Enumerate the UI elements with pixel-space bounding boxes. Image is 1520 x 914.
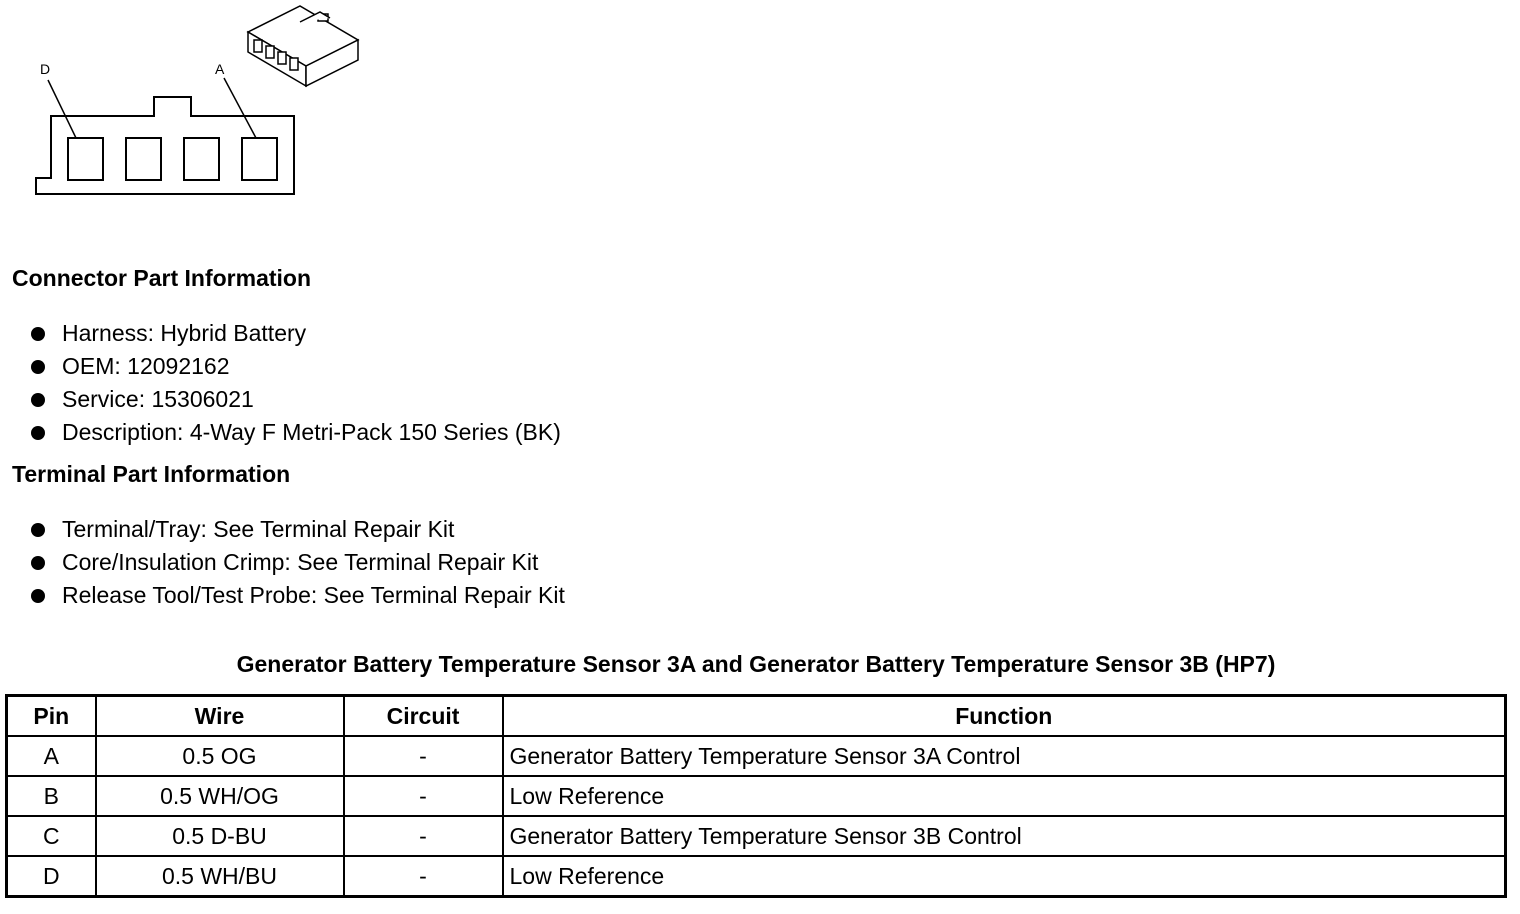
list-item: Harness: Hybrid Battery bbox=[28, 317, 561, 350]
cavity-d bbox=[68, 138, 103, 180]
cavity-a bbox=[242, 138, 277, 180]
table-row bbox=[7, 776, 1506, 816]
cavity-b bbox=[184, 138, 219, 180]
bullet-icon bbox=[31, 393, 45, 407]
cell-wire: 0.5 OG bbox=[96, 736, 344, 776]
bullet-icon bbox=[31, 523, 45, 537]
cell-function: Low Reference bbox=[503, 776, 1506, 816]
header-circuit: Circuit bbox=[344, 696, 503, 737]
table-row bbox=[7, 736, 1506, 776]
list-item: Release Tool/Test Probe: See Terminal Repair Kit bbox=[28, 579, 565, 612]
cell-function: Generator Battery Temperature Sensor 3B Control bbox=[503, 816, 1506, 856]
cell-wire: 0.5 D-BU bbox=[96, 816, 344, 856]
pinout-table-title: Generator Battery Temperature Sensor 3A and Generator Battery Temperature Sensor 3B (HP7) bbox=[236, 651, 1276, 677]
cell-circuit: - bbox=[344, 816, 503, 856]
cell-pin: C bbox=[7, 816, 96, 856]
table-row bbox=[7, 856, 1506, 897]
connector-part-info-heading: Connector Part Information bbox=[12, 265, 312, 291]
list-item: Service: 15306021 bbox=[28, 383, 561, 416]
terminal-part-info-heading: Terminal Part Information bbox=[12, 461, 291, 487]
connector-part-info-list bbox=[28, 317, 561, 449]
connector-diagram bbox=[0, 0, 380, 210]
list-item: OEM: 12092162 bbox=[28, 350, 561, 383]
cell-pin: A bbox=[7, 736, 96, 776]
bullet-icon bbox=[31, 360, 45, 374]
bullet-icon bbox=[31, 589, 45, 603]
cell-wire: 0.5 WH/OG bbox=[96, 776, 344, 816]
terminal-part-info-list bbox=[28, 513, 565, 612]
cell-circuit: - bbox=[344, 776, 503, 816]
cell-circuit: - bbox=[344, 736, 503, 776]
bullet-icon bbox=[31, 327, 45, 341]
header-wire: Wire bbox=[96, 696, 344, 737]
table-header-row bbox=[7, 696, 1506, 737]
list-item: Core/Insulation Crimp: See Terminal Repair Kit bbox=[28, 546, 565, 579]
bullet-icon bbox=[31, 556, 45, 570]
cell-function: Generator Battery Temperature Sensor 3A Control bbox=[503, 736, 1506, 776]
list-item: Description: 4-Way F Metri-Pack 150 Series (BK) bbox=[28, 416, 561, 449]
table-row bbox=[7, 816, 1506, 856]
header-pin: Pin bbox=[7, 696, 96, 737]
cell-wire: 0.5 WH/BU bbox=[96, 856, 344, 897]
pinout-table bbox=[5, 694, 1507, 898]
pin-label-a: A bbox=[215, 61, 225, 77]
cell-function: Low Reference bbox=[503, 856, 1506, 897]
connector-isometric-icon bbox=[248, 6, 358, 86]
cell-circuit: - bbox=[344, 856, 503, 897]
cavity-c bbox=[126, 138, 161, 180]
list-item: Terminal/Tray: See Terminal Repair Kit bbox=[28, 513, 565, 546]
bullet-icon bbox=[31, 426, 45, 440]
header-function: Function bbox=[503, 696, 1506, 737]
pin-label-d: D bbox=[40, 61, 51, 77]
cell-pin: D bbox=[7, 856, 96, 897]
cell-pin: B bbox=[7, 776, 96, 816]
